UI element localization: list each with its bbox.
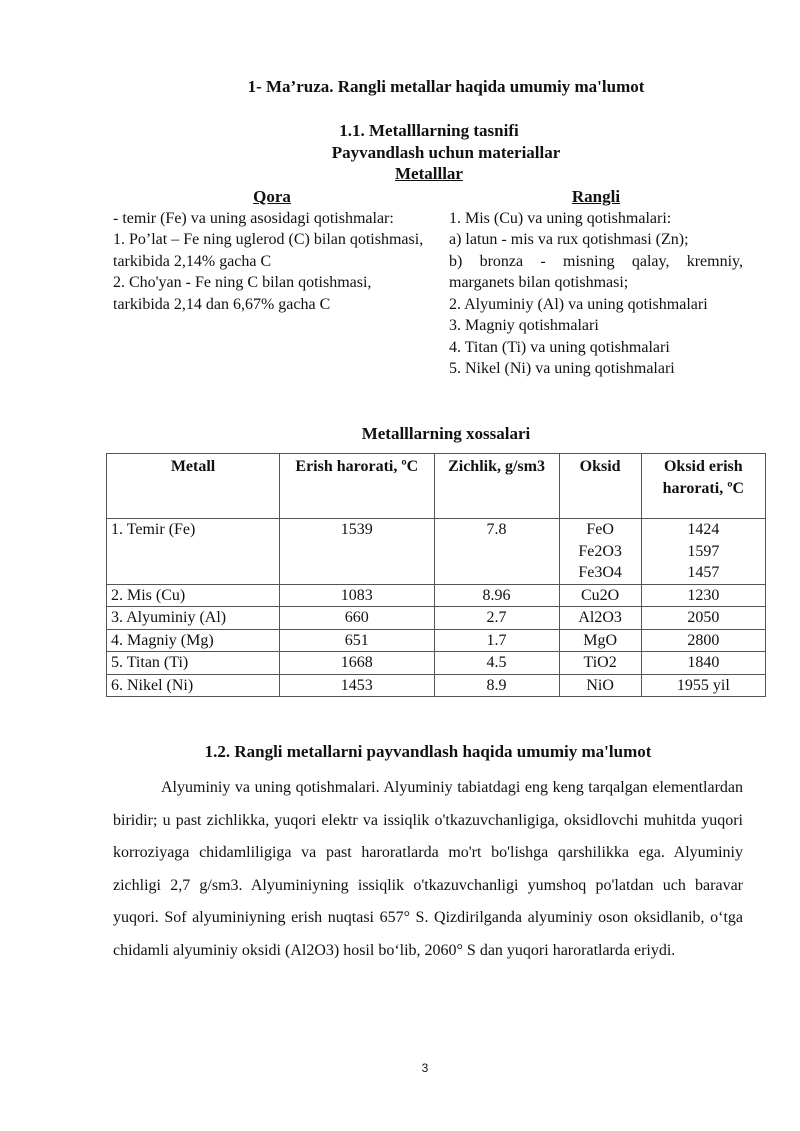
list-item: 1. Mis (Cu) va uning qotishmalari: <box>449 209 672 227</box>
list-item <box>449 294 743 316</box>
table-title: Metalllarning xossalari <box>361 424 531 443</box>
list-item: 5. Nikel (Ni) va uning qotishmalari <box>449 360 675 377</box>
oxide-value: FeO <box>586 521 614 538</box>
list-item: 1. Po’lat – Fe ning uglerod (C) bilan qotishmasi, tarkibida 2,14% gacha C <box>113 231 424 270</box>
column-heading-rangli: Rangli <box>571 187 621 206</box>
cell-oxide-melt: 1840 <box>641 652 765 675</box>
metals-heading: Metalllar <box>395 164 463 183</box>
cell-density: 8.9 <box>434 674 559 697</box>
cell-density: 2.7 <box>434 607 559 630</box>
header-density: Zichlik, g/sm3 <box>434 454 559 519</box>
cell-metal: 3. Alyuminiy (Al) <box>107 607 280 630</box>
cell-melt: 651 <box>280 629 434 652</box>
metal-properties-table <box>106 453 766 697</box>
section-2-title: 1.2. Rangli metallarni payvandlash haqida umumiy ma'lumot <box>204 742 652 761</box>
header-oxide-melting-point: Oksid erish harorati, ºC <box>641 454 765 519</box>
list-item-text: 2. Alyuminiy (Al) va uning qotishmalari <box>449 295 708 313</box>
table-row <box>107 652 766 675</box>
list-item: 3. Magniy qotishmalari <box>449 317 599 334</box>
table-row <box>107 519 766 585</box>
table-header-row <box>107 454 766 519</box>
list-item: 2. Cho'yan - Fe ning C bilan qotishmasi, tarkibida 2,14 dan 6,67% gacha C <box>113 274 372 313</box>
list-item: 4. Titan (Ti) va uning qotishmalari <box>449 338 670 356</box>
cell-oxide: Al2O3 <box>559 607 641 630</box>
table-row <box>107 629 766 652</box>
cell-oxide: NiO <box>559 674 641 697</box>
header-melting-point: Erish harorati, ºC <box>280 454 434 519</box>
table-row <box>107 584 766 607</box>
classification-left-column <box>113 186 431 315</box>
cell-melt: 660 <box>280 607 434 630</box>
cell-oxide: MgO <box>559 629 641 652</box>
cell-metal: 2. Mis (Cu) <box>107 584 280 607</box>
header-metall: Metall <box>107 454 280 519</box>
list-item: b) bronza - misning qalay, kremniy, marganets bilan qotishmasi; <box>449 252 743 291</box>
oxide-value: Fe2O3 <box>578 542 622 560</box>
oxide-melt-value: 1457 <box>687 564 720 581</box>
list-item: a) latun - mis va rux qotishmasi (Zn); <box>449 231 689 248</box>
cell-oxide: Cu2O <box>559 584 641 607</box>
cell-oxide-melt: 2050 <box>641 607 765 630</box>
column-heading-qora: Qora <box>253 187 291 206</box>
cell-oxide <box>559 519 641 585</box>
cell-melt: 1453 <box>280 674 434 697</box>
cell-oxide-melt: 1230 <box>641 584 765 607</box>
table-row <box>107 607 766 630</box>
cell-oxide-melt: 2800 <box>641 629 765 652</box>
header-oxide: Oksid <box>559 454 641 519</box>
cell-oxide: TiO2 <box>559 652 641 675</box>
section-title: 1.1. Metalllarning tasnifi <box>339 121 519 140</box>
lecture-title: 1- Ma’ruza. Rangli metallar haqida umumiy ma'lumot <box>247 77 645 96</box>
cell-melt: 1539 <box>280 519 434 585</box>
cell-melt: 1668 <box>280 652 434 675</box>
list-item: - temir (Fe) va uning asosidagi qotishmalar: <box>113 209 394 227</box>
cell-metal: 5. Titan (Ti) <box>107 652 280 675</box>
oxide-melt-value: 1424 <box>687 521 720 538</box>
cell-metal: 1. Temir (Fe) <box>107 519 280 585</box>
body-paragraph: Alyuminiy va uning qotishmalari. Alyuminiy tabiatdagi eng keng tarqalgan elementlardan biridir; u past zichlikka, yuqori elektr va issiqlik o'tkazuvchanligiga, oksidlovchi muhitda yuqori korroziyaga chidamliligiga va past haroratlarda mo'rt bo'lishga qarshilikka ega. Alyuminiy zichligi 2,7 g/sm3. Alyuminiyning issiqlik o'tkazuvchanligi yumshoq po'latdan uch baravar yuqori. Sof alyuminiyning erish nuqtasi 657° S. Qizdirilganda alyuminiy oson oksidlanib, o‘tga chidamli alyuminiy oksidi (Al2O3) hosil bo‘lib, 2060° S dan yuqori haroratlarda eriydi. <box>113 779 743 959</box>
cell-density: 8.96 <box>434 584 559 607</box>
cell-metal: 6. Nikel (Ni) <box>107 674 280 697</box>
subtitle: Payvandlash uchun materiallar <box>331 143 561 162</box>
cell-melt: 1083 <box>280 584 434 607</box>
cell-density: 7.8 <box>434 519 559 585</box>
page-number: 3 <box>421 1061 429 1075</box>
oxide-value: Fe3O4 <box>578 564 622 581</box>
oxide-melt-value: 1597 <box>687 542 720 560</box>
cell-oxide-melt <box>641 519 765 585</box>
cell-density: 4.5 <box>434 652 559 675</box>
cell-metal: 4. Magniy (Mg) <box>107 629 280 652</box>
cell-oxide-melt: 1955 yil <box>641 674 765 697</box>
classification-right-column <box>449 186 743 380</box>
table-row <box>107 674 766 697</box>
cell-density: 1.7 <box>434 629 559 652</box>
